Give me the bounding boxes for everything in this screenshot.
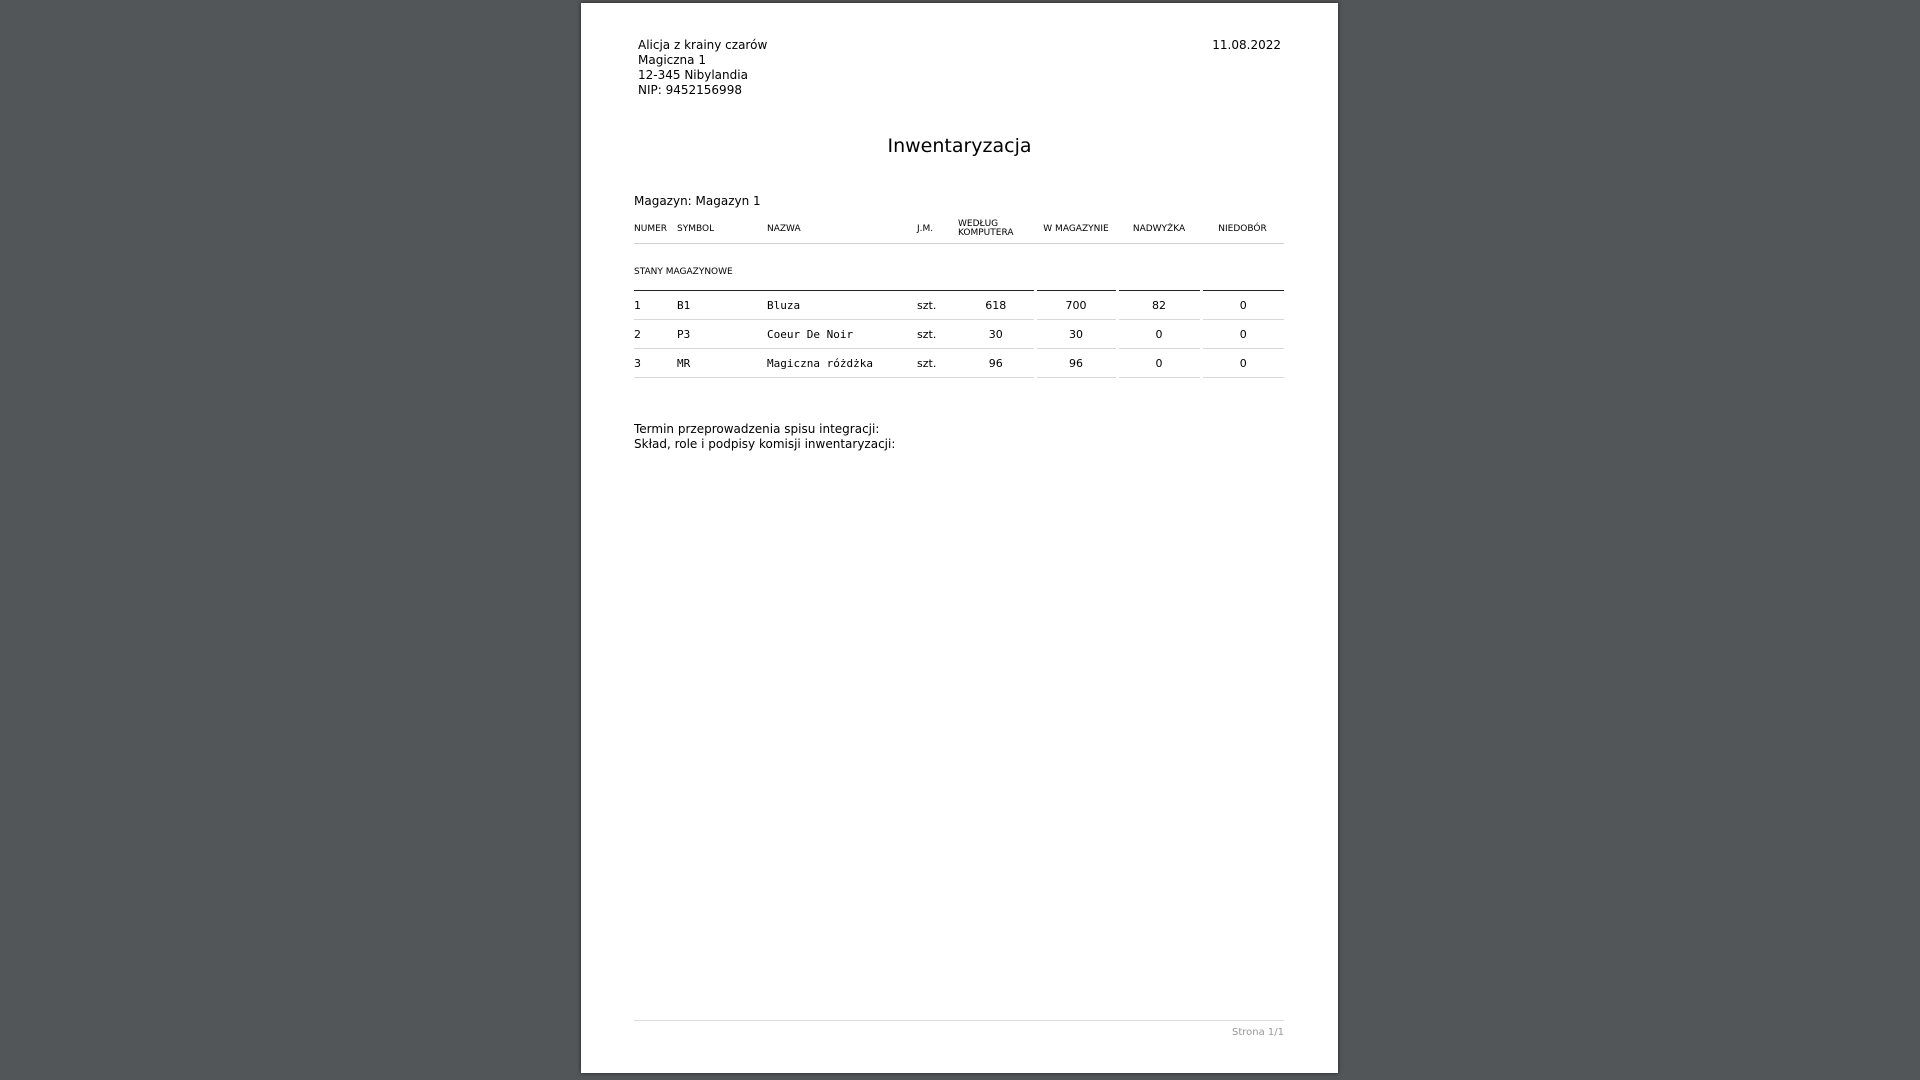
cell-nadwyzka: 0 [1117,349,1201,378]
cell-nazwa: Magiczna różdżka [767,349,917,378]
table-header-row [634,215,1284,244]
section-label: STANY MAGAZYNOWE [634,244,1284,291]
cell-niedobor: 0 [1201,349,1284,378]
cell-wedlug: 618 [958,291,1035,320]
cell-numer: 3 [634,349,677,378]
seller-city: 12-345 Nibylandia [638,68,748,82]
table-row [634,349,1284,378]
seller-name: Alicja z krainy czarów [638,38,768,52]
seller-address [638,38,767,98]
cell-wedlug: 96 [958,349,1035,378]
footer-divider [634,1020,1284,1021]
table-row [634,291,1284,320]
cell-symbol: B1 [677,291,767,320]
cell-niedobor: 0 [1201,291,1284,320]
seller-nip: NIP: 9452156998 [638,83,742,97]
cell-jm: szt. [917,349,958,378]
header-numer: NUMER [634,215,677,244]
cell-jm: szt. [917,291,958,320]
cell-niedobor: 0 [1201,320,1284,349]
table-row [634,320,1284,349]
header-wedlug-komputera [958,215,1035,244]
document-title: Inwentaryzacja [887,135,1032,157]
cell-nadwyzka: 82 [1117,291,1201,320]
cell-w-magazynie: 30 [1035,320,1117,349]
cell-symbol: MR [677,349,767,378]
header-nadwyzka: NADWYŻKA [1117,215,1201,244]
cell-jm: szt. [917,320,958,349]
cell-nazwa: Coeur De Noir [767,320,917,349]
document-date: 11.08.2022 [1212,38,1281,52]
cell-wedlug: 30 [958,320,1035,349]
inventory-table [634,215,1284,378]
cell-nadwyzka: 0 [1117,320,1201,349]
section-row [634,244,1284,291]
document-page [581,3,1338,1073]
warehouse-label: Magazyn: Magazyn 1 [634,194,761,208]
header-jm: J.M. [917,215,958,244]
header-niedobor: NIEDOBÓR [1201,215,1284,244]
header-w-magazynie: W MAGAZYNIE [1035,215,1117,244]
seller-street: Magiczna 1 [638,53,706,67]
header-nazwa: NAZWA [767,215,917,244]
page-number: Strona 1/1 [1231,1027,1284,1038]
header-wedlug-line2: KOMPUTERA [958,228,1014,238]
cell-numer: 2 [634,320,677,349]
cell-nazwa: Bluza [767,291,917,320]
cell-w-magazynie: 96 [1035,349,1117,378]
cell-symbol: P3 [677,320,767,349]
notes-section [634,422,895,452]
header-symbol: SYMBOL [677,215,767,244]
cell-numer: 1 [634,291,677,320]
commission-label: Skład, role i podpisy komisji inwentaryzacji: [634,437,896,451]
cell-w-magazynie: 700 [1035,291,1117,320]
inventory-term-label: Termin przeprowadzenia spisu integracji: [634,422,880,436]
header-wedlug-line1: WEDŁUG [958,219,999,229]
